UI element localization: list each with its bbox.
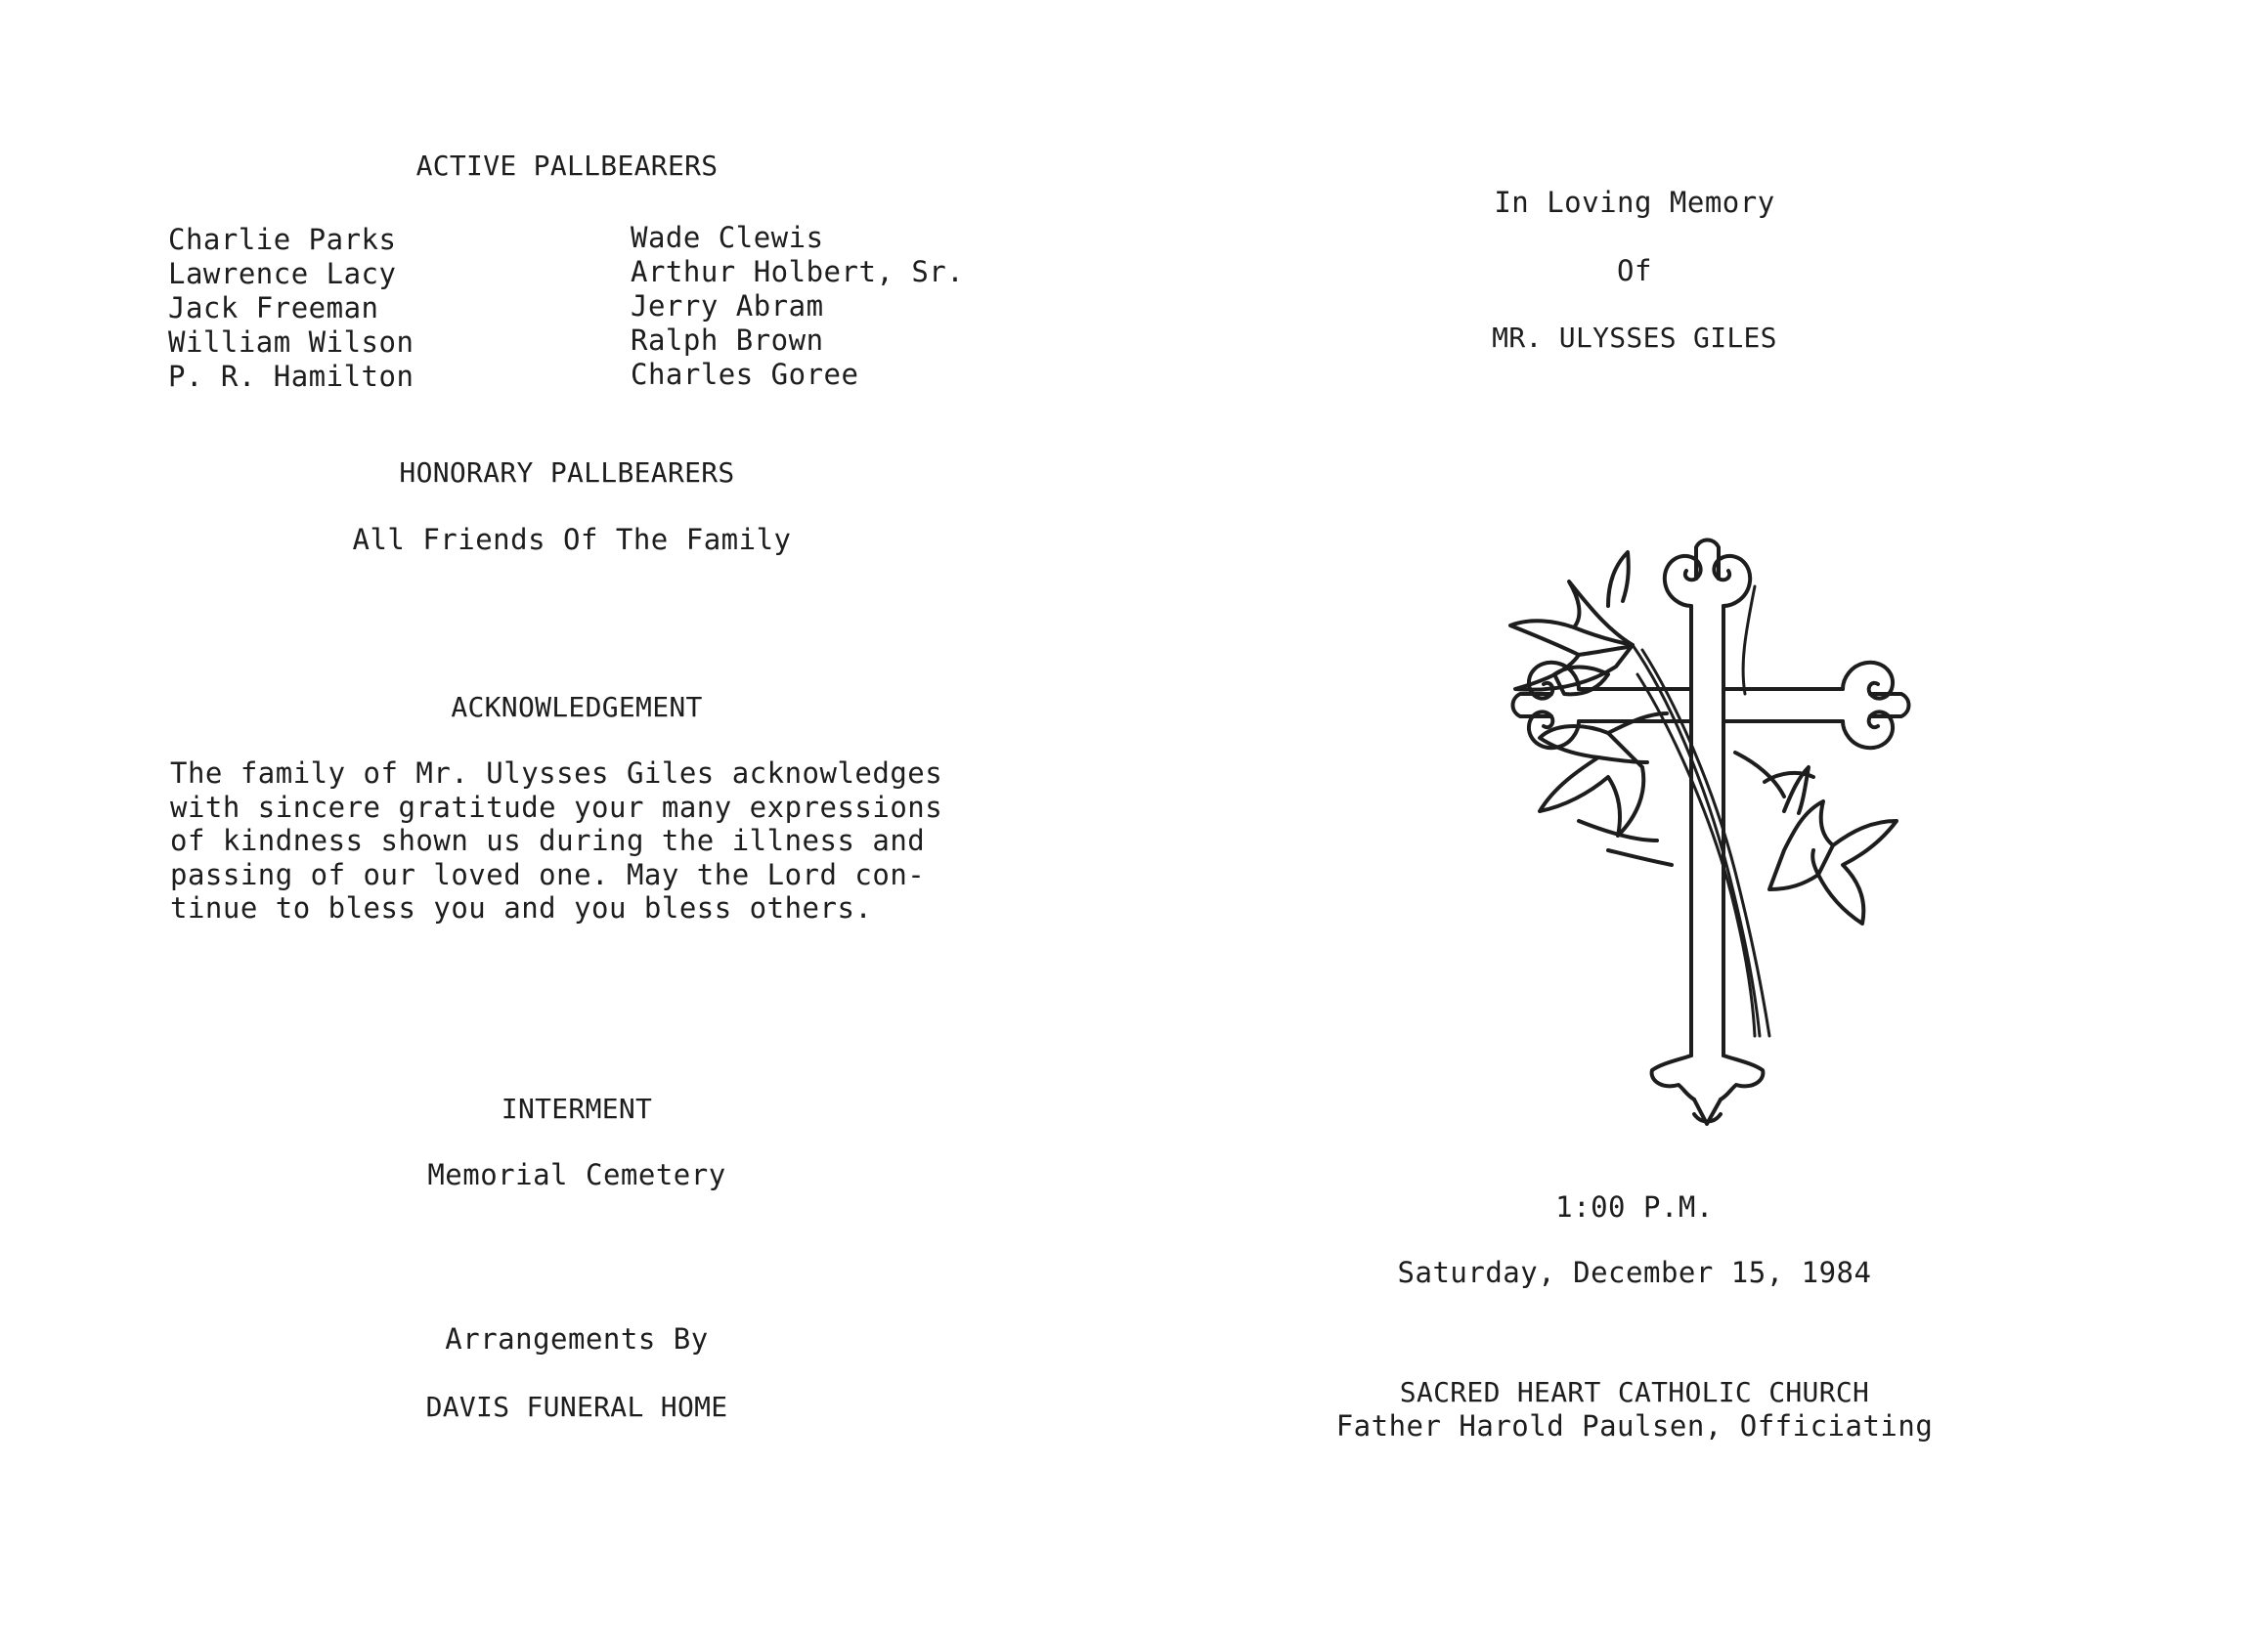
interment-place: Memorial Cemetery [427, 1158, 726, 1191]
acknowledgement-paragraph [170, 756, 942, 926]
service-time: 1:00 P.M. [1555, 1190, 1714, 1224]
active-pallbearers-column-1 [168, 223, 414, 394]
pallbearer-name: William Wilson [168, 325, 414, 359]
cross-icon [1461, 528, 2048, 1153]
pallbearer-name: Ralph Brown [631, 323, 824, 357]
pallbearer-name: Jerry Abram [631, 289, 824, 323]
church-name: SACRED HEART CATHOLIC CHURCH [1399, 1376, 1870, 1408]
deceased-name: MR. ULYSSES GILES [1492, 322, 1777, 354]
pallbearer-name: Charles Goree [631, 358, 859, 391]
right-page [1134, 0, 2268, 1638]
acknowledgement-line: tinue to bless you and you bless others. [170, 891, 873, 925]
cross-with-lilies-illustration [1461, 528, 2048, 1153]
active-pallbearers-column-2 [631, 221, 964, 392]
acknowledgement-line: of kindness shown us during the illness and [170, 824, 926, 857]
pallbearer-name: Wade Clewis [631, 221, 824, 254]
in-loving-memory: In Loving Memory [1494, 186, 1775, 219]
officiant: Father Harold Paulsen, Officiating [1335, 1409, 1934, 1443]
acknowledgement-heading: ACKNOWLEDGEMENT [451, 691, 703, 723]
pallbearer-name: Jack Freeman [168, 291, 379, 324]
pallbearer-name: Lawrence Lacy [168, 257, 397, 290]
active-pallbearers-heading: ACTIVE PALLBEARERS [415, 150, 719, 182]
funeral-home-name: DAVIS FUNERAL HOME [425, 1391, 728, 1423]
pallbearer-name: Arthur Holbert, Sr. [631, 255, 965, 288]
honorary-pallbearers-text: All Friends Of The Family [352, 523, 792, 556]
acknowledgement-line: with sincere gratitude your many expressions [170, 790, 943, 824]
memory-of: Of [1617, 254, 1652, 287]
acknowledgement-line: passing of our loved one. May the Lord con- [170, 857, 926, 891]
service-date: Saturday, December 15, 1984 [1397, 1256, 1872, 1289]
arrangements-label: Arrangements By [445, 1322, 709, 1356]
pallbearer-name: Charlie Parks [168, 223, 397, 256]
honorary-pallbearers-heading: HONORARY PALLBEARERS [399, 456, 735, 489]
interment-heading: INTERMENT [501, 1093, 653, 1125]
pallbearer-name: P. R. Hamilton [168, 360, 414, 393]
acknowledgement-line: The family of Mr. Ulysses Giles acknowledges [170, 756, 943, 790]
